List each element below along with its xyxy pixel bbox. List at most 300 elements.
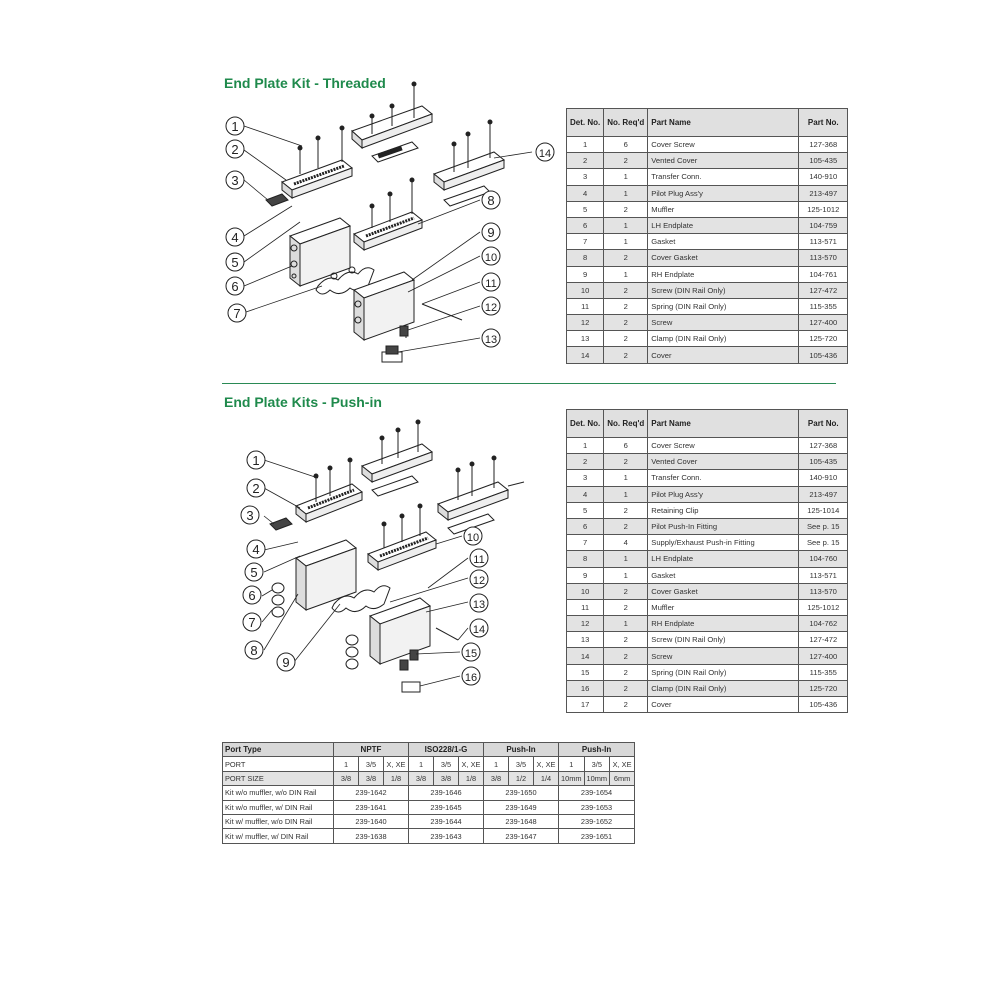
table-row <box>567 331 848 347</box>
part-name-cell: Spring (DIN Rail Only) <box>648 298 799 314</box>
req-cell: 1 <box>604 169 648 185</box>
threaded-section-title: End Plate Kit - Threaded <box>224 75 386 91</box>
part-name-cell: Cover Gasket <box>648 583 799 599</box>
callout-7 <box>228 304 246 322</box>
table-row <box>567 347 848 363</box>
part-no-cell: 140-910 <box>799 470 848 486</box>
callout-11 <box>470 549 488 567</box>
threaded-parts-table <box>566 108 848 364</box>
parts-header-row <box>567 109 848 137</box>
cover-top-right <box>362 420 432 496</box>
table-row <box>567 486 848 502</box>
part-no-cell: 125-1012 <box>799 201 848 217</box>
callout-9 <box>277 653 295 671</box>
det-cell: 2 <box>567 454 604 470</box>
kit-part-number: 239-1653 <box>559 800 635 814</box>
part-no-cell: 113-570 <box>799 250 848 266</box>
callout-14 <box>536 143 554 161</box>
kit-part-number: 239-1651 <box>559 829 635 843</box>
part-name-cell: Pilot Plug Ass'y <box>648 185 799 201</box>
det-cell: 14 <box>567 648 604 664</box>
table-row <box>567 697 848 713</box>
kit-group-row <box>223 743 635 757</box>
table-row <box>567 599 848 615</box>
row-label: PORT SIZE <box>223 771 334 785</box>
svg-text:14: 14 <box>538 148 552 160</box>
header-part-no: Part No. <box>799 109 848 137</box>
part-name-cell: Supply/Exhaust Push-in Fitting <box>648 535 799 551</box>
req-cell: 1 <box>604 551 648 567</box>
svg-text:13: 13 <box>484 334 498 346</box>
req-cell: 2 <box>604 298 648 314</box>
kit-row <box>223 800 635 814</box>
det-cell: 3 <box>567 169 604 185</box>
req-cell: 2 <box>604 201 648 217</box>
svg-text:12: 12 <box>472 575 486 587</box>
callout-4 <box>226 228 244 246</box>
part-name-cell: Muffler <box>648 599 799 615</box>
req-cell: 2 <box>604 331 648 347</box>
spec-cell: 3/8 <box>484 771 509 785</box>
part-name-cell: Transfer Conn. <box>648 470 799 486</box>
svg-text:6: 6 <box>231 279 239 294</box>
spec-cell: 3/5 <box>584 757 610 771</box>
svg-text:14: 14 <box>472 624 486 636</box>
callout-11 <box>482 273 500 291</box>
det-cell: 2 <box>567 153 604 169</box>
kit-row-label: Kit w/o muffler, w/o DIN Rail <box>223 786 334 800</box>
table-row <box>567 583 848 599</box>
kit-part-number: 239-1645 <box>409 800 484 814</box>
req-cell: 2 <box>604 664 648 680</box>
req-cell: 6 <box>604 438 648 454</box>
spec-cell: 1 <box>409 757 434 771</box>
det-cell: 8 <box>567 250 604 266</box>
callout-10 <box>464 527 482 545</box>
part-no-cell: 113-570 <box>799 583 848 599</box>
req-cell: 6 <box>604 137 648 153</box>
det-cell: 16 <box>567 680 604 696</box>
part-no-cell: 113-571 <box>799 567 848 583</box>
kit-row-label: Kit w/ muffler, w/o DIN Rail <box>223 814 334 828</box>
svg-text:3: 3 <box>246 508 254 523</box>
table-row <box>567 217 848 233</box>
part-name-cell: RH Endplate <box>648 266 799 282</box>
det-cell: 7 <box>567 535 604 551</box>
det-cell: 7 <box>567 234 604 250</box>
svg-text:7: 7 <box>233 306 241 321</box>
svg-text:2: 2 <box>252 481 260 496</box>
req-cell: 2 <box>604 648 648 664</box>
req-cell: 2 <box>604 599 648 615</box>
part-no-cell: 104-759 <box>799 217 848 233</box>
spec-cell: 1 <box>484 757 509 771</box>
callout-13 <box>470 594 488 612</box>
table-row <box>567 664 848 680</box>
det-cell: 9 <box>567 567 604 583</box>
port-size-row <box>223 771 635 785</box>
spec-cell: 3/8 <box>434 771 459 785</box>
det-cell: 14 <box>567 347 604 363</box>
spec-cell: 10mm <box>584 771 610 785</box>
part-no-cell: 213-497 <box>799 486 848 502</box>
req-cell: 1 <box>604 234 648 250</box>
svg-text:11: 11 <box>473 554 485 566</box>
req-cell: 2 <box>604 153 648 169</box>
header-no-reqd: No. Req'd <box>604 109 648 137</box>
svg-text:13: 13 <box>472 599 486 611</box>
callout-8 <box>482 191 500 209</box>
svg-text:1: 1 <box>231 119 239 134</box>
req-cell: 4 <box>604 535 648 551</box>
table-row <box>567 201 848 217</box>
det-cell: 8 <box>567 551 604 567</box>
kit-row-label: Kit w/o muffler, w/ DIN Rail <box>223 800 334 814</box>
req-cell: 2 <box>604 697 648 713</box>
kit-part-number: 239-1649 <box>484 800 559 814</box>
svg-text:9: 9 <box>487 225 495 240</box>
part-name-cell: Screw (DIN Rail Only) <box>648 282 799 298</box>
req-cell: 2 <box>604 518 648 534</box>
kit-number-table <box>222 742 635 844</box>
det-cell: 1 <box>567 137 604 153</box>
spec-cell: 1/4 <box>534 771 559 785</box>
svg-text:5: 5 <box>231 255 239 270</box>
det-cell: 17 <box>567 697 604 713</box>
callout-6 <box>226 277 244 295</box>
spec-cell: X, XE <box>459 757 484 771</box>
svg-text:8: 8 <box>487 193 495 208</box>
svg-text:10: 10 <box>484 252 498 264</box>
lh-endplate <box>266 194 350 286</box>
spec-cell: 1/8 <box>384 771 409 785</box>
table-row <box>567 250 848 266</box>
part-name-cell: Retaining Clip <box>648 502 799 518</box>
kit-part-number: 239-1652 <box>559 814 635 828</box>
det-cell: 9 <box>567 266 604 282</box>
part-name-cell: Clamp (DIN Rail Only) <box>648 680 799 696</box>
spec-cell: 6mm <box>610 771 635 785</box>
kit-row-label: Kit w/ muffler, w/ DIN Rail <box>223 829 334 843</box>
table-row <box>567 470 848 486</box>
callout-3 <box>241 506 259 524</box>
det-cell: 12 <box>567 616 604 632</box>
svg-text:5: 5 <box>250 565 258 580</box>
det-cell: 13 <box>567 331 604 347</box>
part-no-cell: 125-720 <box>799 331 848 347</box>
part-name-cell: Gasket <box>648 567 799 583</box>
req-cell: 2 <box>604 454 648 470</box>
part-no-cell: 105-435 <box>799 454 848 470</box>
kit-part-number: 239-1654 <box>559 786 635 800</box>
part-no-cell: 104-761 <box>799 266 848 282</box>
header-det-no: Det. No. <box>567 109 604 137</box>
spec-cell: 3/8 <box>409 771 434 785</box>
callout-2 <box>247 479 265 497</box>
part-name-cell: Screw (DIN Rail Only) <box>648 632 799 648</box>
kit-part-number: 239-1650 <box>484 786 559 800</box>
table-row <box>567 551 848 567</box>
part-name-cell: Pilot Plug Ass'y <box>648 486 799 502</box>
req-cell: 1 <box>604 567 648 583</box>
svg-text:3: 3 <box>231 173 239 188</box>
header-det-no: Det. No. <box>567 410 604 438</box>
spec-cell: 3/8 <box>359 771 384 785</box>
threaded-exploded-diagram <box>222 76 562 376</box>
svg-text:1: 1 <box>252 453 260 468</box>
spec-cell: 1/2 <box>509 771 534 785</box>
part-name-cell: LH Endplate <box>648 551 799 567</box>
svg-text:9: 9 <box>282 655 290 670</box>
det-cell: 5 <box>567 201 604 217</box>
spec-cell: X, XE <box>610 757 635 771</box>
kit-part-number: 239-1641 <box>334 800 409 814</box>
header-no-reqd: No. Req'd <box>604 410 648 438</box>
part-no-cell: 127-472 <box>799 632 848 648</box>
part-no-cell: 125-720 <box>799 680 848 696</box>
part-no-cell: 127-400 <box>799 315 848 331</box>
callout-16 <box>462 667 480 685</box>
part-no-cell: 104-760 <box>799 551 848 567</box>
req-cell: 2 <box>604 347 648 363</box>
callout-12 <box>470 570 488 588</box>
svg-text:16: 16 <box>464 672 478 684</box>
callout-13 <box>482 329 500 347</box>
part-name-cell: Muffler <box>648 201 799 217</box>
callout-10 <box>482 247 500 265</box>
part-name-cell: Cover <box>648 697 799 713</box>
header-part-no: Part No. <box>799 410 848 438</box>
req-cell: 1 <box>604 217 648 233</box>
spec-cell: 3/5 <box>359 757 384 771</box>
part-no-cell: See p. 15 <box>799 518 848 534</box>
callout-9 <box>482 223 500 241</box>
kit-part-number: 239-1643 <box>409 829 484 843</box>
callout-4 <box>247 540 265 558</box>
req-cell: 1 <box>604 470 648 486</box>
part-no-cell: 105-436 <box>799 347 848 363</box>
part-name-cell: Cover <box>648 347 799 363</box>
kit-row <box>223 814 635 828</box>
kit-part-number: 239-1638 <box>334 829 409 843</box>
row-label: PORT <box>223 757 334 771</box>
callout-12 <box>482 297 500 315</box>
det-cell: 15 <box>567 664 604 680</box>
kit-part-number: 239-1644 <box>409 814 484 828</box>
req-cell: 2 <box>604 282 648 298</box>
table-row <box>567 153 848 169</box>
port-type-label: Port Type <box>223 743 334 757</box>
part-no-cell: 113-571 <box>799 234 848 250</box>
svg-text:11: 11 <box>485 278 497 290</box>
callout-1 <box>247 451 265 469</box>
parts-header-row <box>567 410 848 438</box>
callout-3 <box>226 171 244 189</box>
req-cell: 1 <box>604 185 648 201</box>
table-row <box>567 169 848 185</box>
det-cell: 4 <box>567 486 604 502</box>
part-no-cell: 127-368 <box>799 137 848 153</box>
table-row <box>567 616 848 632</box>
svg-text:8: 8 <box>250 643 258 658</box>
part-no-cell: 127-368 <box>799 438 848 454</box>
table-row <box>567 567 848 583</box>
table-row <box>567 438 848 454</box>
cover-right <box>438 456 524 534</box>
part-no-cell: 125-1012 <box>799 599 848 615</box>
part-no-cell: 213-497 <box>799 185 848 201</box>
det-cell: 13 <box>567 632 604 648</box>
spec-cell: 1 <box>559 757 585 771</box>
table-row <box>567 680 848 696</box>
cover-top-right <box>352 82 432 162</box>
req-cell: 1 <box>604 266 648 282</box>
svg-text:2: 2 <box>231 142 239 157</box>
part-name-cell: LH Endplate <box>648 217 799 233</box>
table-row <box>567 298 848 314</box>
svg-text:6: 6 <box>248 588 256 603</box>
kit-part-number: 239-1647 <box>484 829 559 843</box>
spec-cell: 1/8 <box>459 771 484 785</box>
callout-8 <box>245 641 263 659</box>
pushin-exploded-diagram <box>222 418 562 708</box>
part-name-cell: Spring (DIN Rail Only) <box>648 664 799 680</box>
svg-text:4: 4 <box>252 542 260 557</box>
table-row <box>567 185 848 201</box>
req-cell: 2 <box>604 680 648 696</box>
part-name-cell: Transfer Conn. <box>648 169 799 185</box>
table-row <box>567 234 848 250</box>
pushin-section-title: End Plate Kits - Push-in <box>224 394 382 410</box>
kit-part-number: 239-1640 <box>334 814 409 828</box>
callout-6 <box>243 586 261 604</box>
req-cell: 2 <box>604 632 648 648</box>
req-cell: 2 <box>604 583 648 599</box>
det-cell: 10 <box>567 282 604 298</box>
spec-cell: X, XE <box>384 757 409 771</box>
part-name-cell: Gasket <box>648 234 799 250</box>
det-cell: 11 <box>567 298 604 314</box>
kit-table-body <box>223 757 635 843</box>
group-nptf: NPTF <box>334 743 409 757</box>
det-cell: 4 <box>567 185 604 201</box>
det-cell: 12 <box>567 315 604 331</box>
req-cell: 1 <box>604 616 648 632</box>
svg-text:10: 10 <box>466 532 480 544</box>
part-no-cell: 115-355 <box>799 298 848 314</box>
callout-5 <box>226 253 244 271</box>
rh-endplate <box>346 598 458 692</box>
pushin-parts-body <box>567 438 848 713</box>
table-row <box>567 282 848 298</box>
part-name-cell: RH Endplate <box>648 616 799 632</box>
det-cell: 3 <box>567 470 604 486</box>
pushin-parts-table <box>566 409 848 713</box>
req-cell: 2 <box>604 315 648 331</box>
det-cell: 6 <box>567 518 604 534</box>
part-name-cell: Cover Screw <box>648 137 799 153</box>
part-no-cell: 104-762 <box>799 616 848 632</box>
header-part-name: Part Name <box>648 109 799 137</box>
req-cell: 2 <box>604 250 648 266</box>
callout-2 <box>226 140 244 158</box>
spec-cell: 1 <box>334 757 359 771</box>
group-push-in-b: Push-In <box>559 743 635 757</box>
part-name-cell: Cover Gasket <box>648 250 799 266</box>
spec-cell: 3/5 <box>434 757 459 771</box>
spec-cell: 3/8 <box>334 771 359 785</box>
vented-cover-mid <box>368 504 436 570</box>
group-iso228: ISO228/1-G <box>409 743 484 757</box>
part-no-cell: 105-435 <box>799 153 848 169</box>
vented-cover-mid <box>354 178 422 250</box>
det-cell: 10 <box>567 583 604 599</box>
svg-text:15: 15 <box>464 648 478 660</box>
callout-15 <box>462 643 480 661</box>
part-name-cell: Clamp (DIN Rail Only) <box>648 331 799 347</box>
vented-cover-left <box>282 126 352 198</box>
det-cell: 5 <box>567 502 604 518</box>
header-part-name: Part Name <box>648 410 799 438</box>
part-name-cell: Vented Cover <box>648 454 799 470</box>
callout-7 <box>243 613 261 631</box>
table-row <box>567 502 848 518</box>
svg-text:7: 7 <box>248 615 256 630</box>
callout-1 <box>226 117 244 135</box>
table-row <box>567 315 848 331</box>
threaded-parts-body <box>567 137 848 364</box>
spec-cell: X, XE <box>534 757 559 771</box>
req-cell: 1 <box>604 486 648 502</box>
part-no-cell: 127-472 <box>799 282 848 298</box>
spec-cell: 3/5 <box>509 757 534 771</box>
port-row <box>223 757 635 771</box>
kit-part-number: 239-1646 <box>409 786 484 800</box>
req-cell: 2 <box>604 502 648 518</box>
part-no-cell: 127-400 <box>799 648 848 664</box>
callout-5 <box>245 563 263 581</box>
part-no-cell: 115-355 <box>799 664 848 680</box>
part-no-cell: 140-910 <box>799 169 848 185</box>
part-no-cell: See p. 15 <box>799 535 848 551</box>
det-cell: 11 <box>567 599 604 615</box>
det-cell: 1 <box>567 438 604 454</box>
table-row <box>567 535 848 551</box>
table-row <box>567 454 848 470</box>
part-name-cell: Pilot Push-In Fitting <box>648 518 799 534</box>
group-push-in-a: Push-In <box>484 743 559 757</box>
part-name-cell: Screw <box>648 648 799 664</box>
table-row <box>567 518 848 534</box>
vented-cover-left <box>296 458 362 522</box>
kit-part-number: 239-1648 <box>484 814 559 828</box>
part-name-cell: Screw <box>648 315 799 331</box>
det-cell: 6 <box>567 217 604 233</box>
spec-cell: 10mm <box>559 771 585 785</box>
section-divider <box>222 383 836 384</box>
part-no-cell: 125-1014 <box>799 502 848 518</box>
table-row <box>567 648 848 664</box>
kit-row <box>223 786 635 800</box>
part-name-cell: Vented Cover <box>648 153 799 169</box>
part-no-cell: 105-436 <box>799 697 848 713</box>
table-row <box>567 137 848 153</box>
part-name-cell: Cover Screw <box>648 438 799 454</box>
callout-14 <box>470 619 488 637</box>
svg-text:4: 4 <box>231 230 239 245</box>
kit-row <box>223 829 635 843</box>
kit-part-number: 239-1642 <box>334 786 409 800</box>
